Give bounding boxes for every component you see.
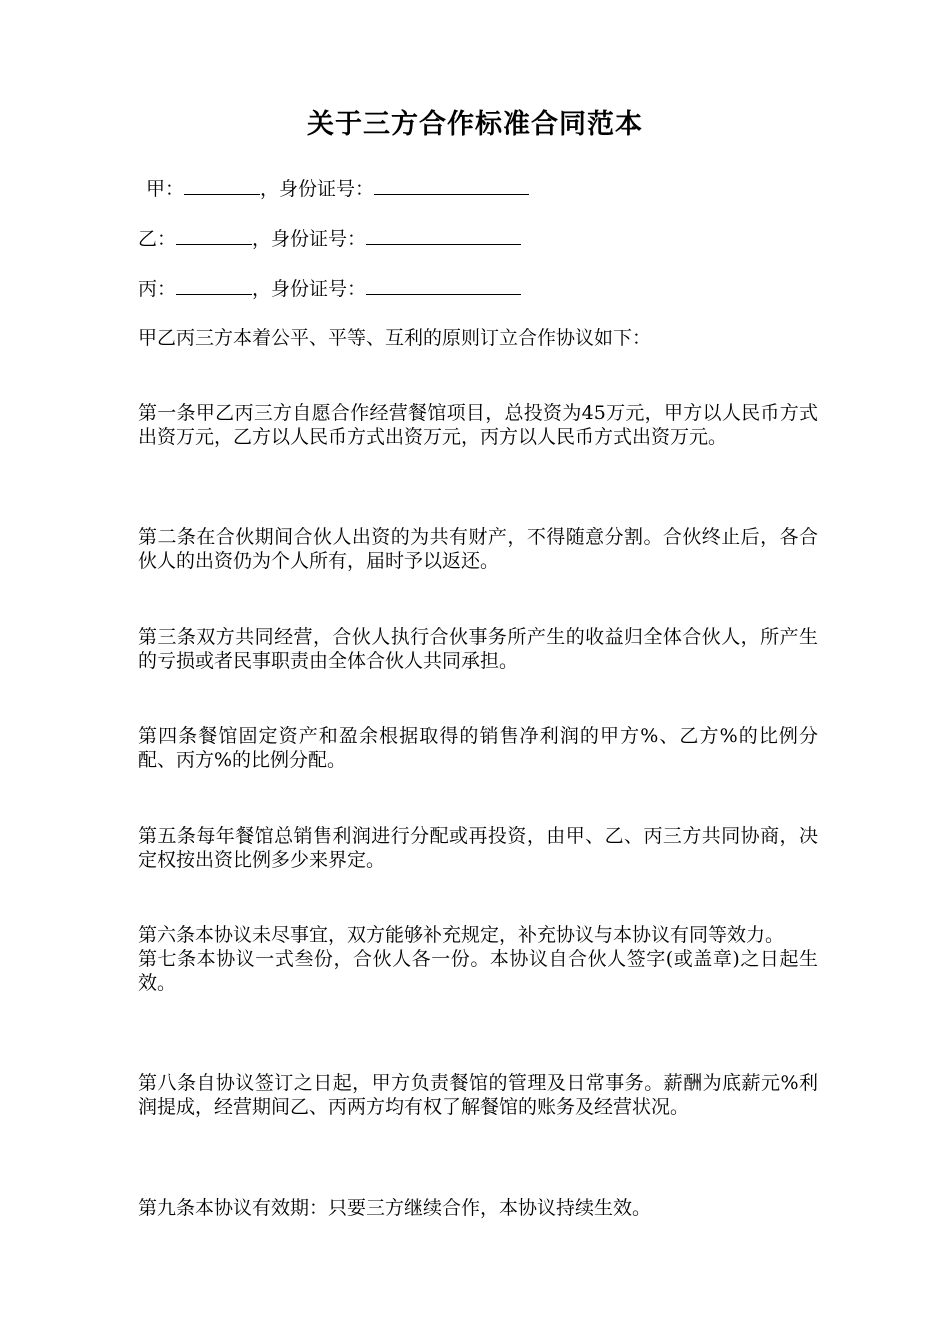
party-line-b xyxy=(138,226,521,251)
article-text: 第九条本协议有效期：只要三方继续合作，本协议持续生效。 xyxy=(138,1197,652,1219)
article-4 xyxy=(138,724,818,772)
id-label: ，身份证号： xyxy=(252,228,367,250)
name-blank xyxy=(176,276,252,295)
id-blank xyxy=(374,176,529,195)
article-9 xyxy=(138,1196,818,1220)
article-text: 第七条本协议一式叁份，合伙人各一份。本协议自合伙人签字(或盖章)之日起生效。 xyxy=(138,948,818,994)
article-text: 第五条每年餐馆总销售利润进行分配或再投资，由甲、乙、丙三方共同协商，决定权按出资比例多少来界定。 xyxy=(138,825,818,871)
party-label: 甲： xyxy=(146,178,185,200)
party-label: 丙： xyxy=(138,278,177,300)
article-text: 第八条自协议签订之日起，甲方负责餐馆的管理及日常事务。薪酬为底薪元%利润提成，经营期间乙、丙两方均有权了解餐馆的账务及经营状况。 xyxy=(138,1072,818,1118)
id-label: ，身份证号： xyxy=(252,278,367,300)
intro-text: 甲乙丙三方本着公平、平等、互利的原则订立合作协议如下： xyxy=(138,327,652,349)
name-blank xyxy=(184,176,260,195)
party-label: 乙： xyxy=(138,228,177,250)
name-blank xyxy=(176,226,252,245)
article-3 xyxy=(138,625,818,673)
party-line-c xyxy=(138,276,521,301)
document-title: 关于三方合作标准合同范本 xyxy=(307,109,643,140)
article-text: 第四条餐馆固定资产和盈余根据取得的销售净利润的甲方%、乙方%的比例分配、丙方%的比例分配。 xyxy=(138,725,818,771)
article-8 xyxy=(138,1071,818,1119)
id-blank xyxy=(366,276,521,295)
id-blank xyxy=(366,226,521,245)
article-text: 第六条本协议未尽事宜，双方能够补充规定，补充协议与本协议有同等效力。 xyxy=(138,924,785,946)
article-text: 第三条双方共同经营，合伙人执行合伙事务所产生的收益归全体合伙人，所产生的亏损或者民事职责由全体合伙人共同承担。 xyxy=(138,626,818,672)
party-line-a xyxy=(146,176,529,201)
article-2 xyxy=(138,525,818,573)
article-text: 第二条在合伙期间合伙人出资的为共有财产，不得随意分割。合伙终止后，各合伙人的出资仍为个人所有，届时予以返还。 xyxy=(138,526,818,572)
id-label: ，身份证号： xyxy=(260,178,375,200)
article-5 xyxy=(138,824,818,872)
article-text: 第一条甲乙丙三方自愿合作经营餐馆项目，总投资为45万元，甲方以人民币方式出资万元，乙方以人民币方式出资万元，丙方以人民币方式出资万元。 xyxy=(138,402,818,448)
article-1 xyxy=(138,401,818,449)
article-6-7 xyxy=(138,923,818,995)
